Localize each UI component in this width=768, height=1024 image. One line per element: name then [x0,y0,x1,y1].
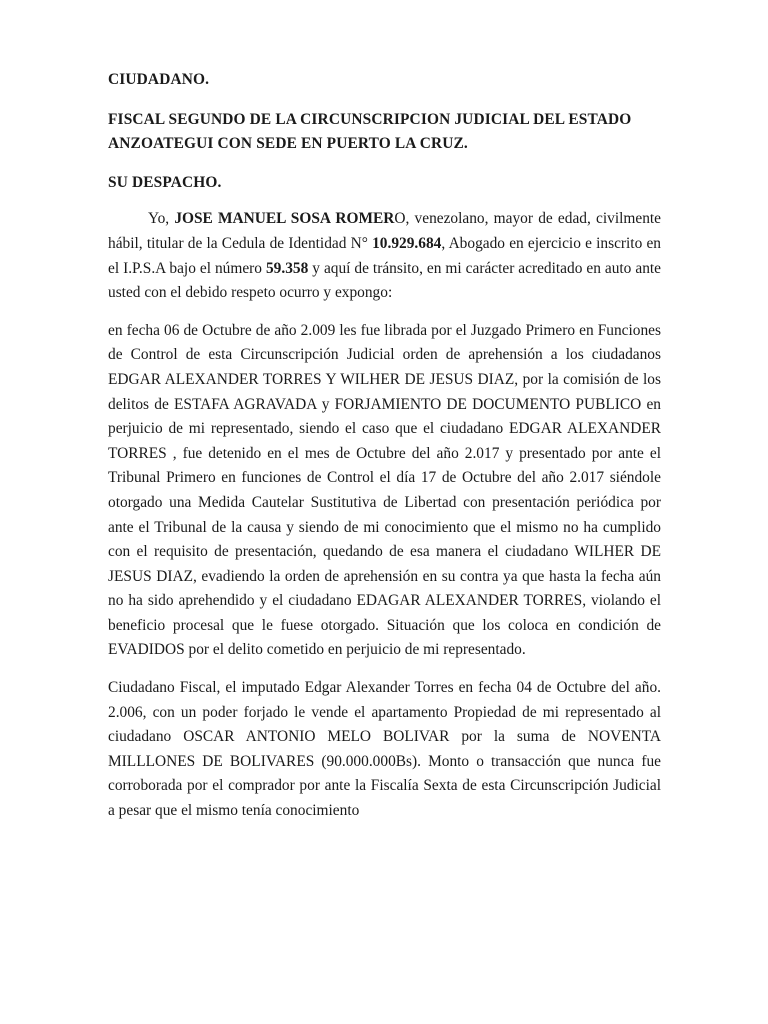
intro-text-2: , venezolano, mayor de edad, civilmente hábil, titular de la Cedula de Identidad N° [108,210,662,252]
recipient-heading: FISCAL SEGUNDO DE LA CIRCUNSCRIPCION JUDICIAL DEL ESTADO ANZOATEGUI CON SEDE EN PUERTO LA CRUZ. [108,110,632,153]
author-name: JOSE MANUEL SOSA ROMER [174,210,395,228]
intro-paragraph [108,207,661,305]
fiscal-paragraph: Ciudadano Fiscal, el imputado Edgar Alexander Torres en fecha 04 de Octubre del año. 2.006, con un poder forjado le vende el apartamento Propiedad de mi representado al ciudadano OSCAR ANTONIO MELO BOLIVAR por la suma de NOVENTA MILLLONES DE BOLIVARES (90.000.000Bs). Monto o transacción que nunca fue corroborada por el comprador por ante la Fiscalía Sexta de esta Circunscripción Judicial a pesar que el mismo tenía conocimiento [108,679,661,820]
addressee-heading: CIUDADANO. [108,71,210,88]
intro-text-3: , Abogado en ejercicio e inscrito en el I.P.S.A bajo el número [108,234,661,277]
intro-text-4: y aquí de tránsito, en mi carácter acreditado en auto ante usted con el debido respeto ocurro y expongo: [108,259,661,302]
ipsa-number: 59.358 [265,259,309,277]
office-heading: SU DESPACHO. [108,173,222,191]
cedula-number: 10.929.684 [372,234,442,252]
intro-text-1: Yo, [148,210,175,228]
facts-paragraph: en fecha 06 de Octubre de año 2.009 les fue librada por el Juzgado Primero en Funciones de Control de esta Circunscripción Judicial orden de aprehensión a los ciudadanos EDGAR ALEXANDER TORRES Y WILHER DE JESUS DIAZ, por la comisión de los delitos de ESTAFA AGRAVADA y FORJAMIENTO DE DOCUMENTO PUBLICO en perjuicio de mi representado, siendo el caso que el ciudadano EDGAR ALEXANDER TORRES , fue detenido en el mes de Octubre del año 2.017 y presentado por ante el Tribunal Primero en funciones de Control el día 17 de Octubre del año 2.017 siéndole otorgado una Medida Cautelar Sustitutiva de Libertad con presentación periódica por ante el Tribunal de la causa y siendo de mi conocimiento que el mismo no ha cumplido con el requisito de presentación, quedando de esa manera el ciudadano WILHER DE JESUS DIAZ, evadiendo la orden de aprehensión en su contra ya que hasta la fecha aún no ha sido aprehendido y el ciudadano EDAGAR ALEXANDER TORRES, violando el beneficio procesal que le fuese otorgado. Situación que los coloca en condición de EVADIDOS por el delito cometido en perjuicio de mi representado. [108,321,661,659]
document-page [108,68,661,824]
author-name-tail: O [394,210,406,228]
